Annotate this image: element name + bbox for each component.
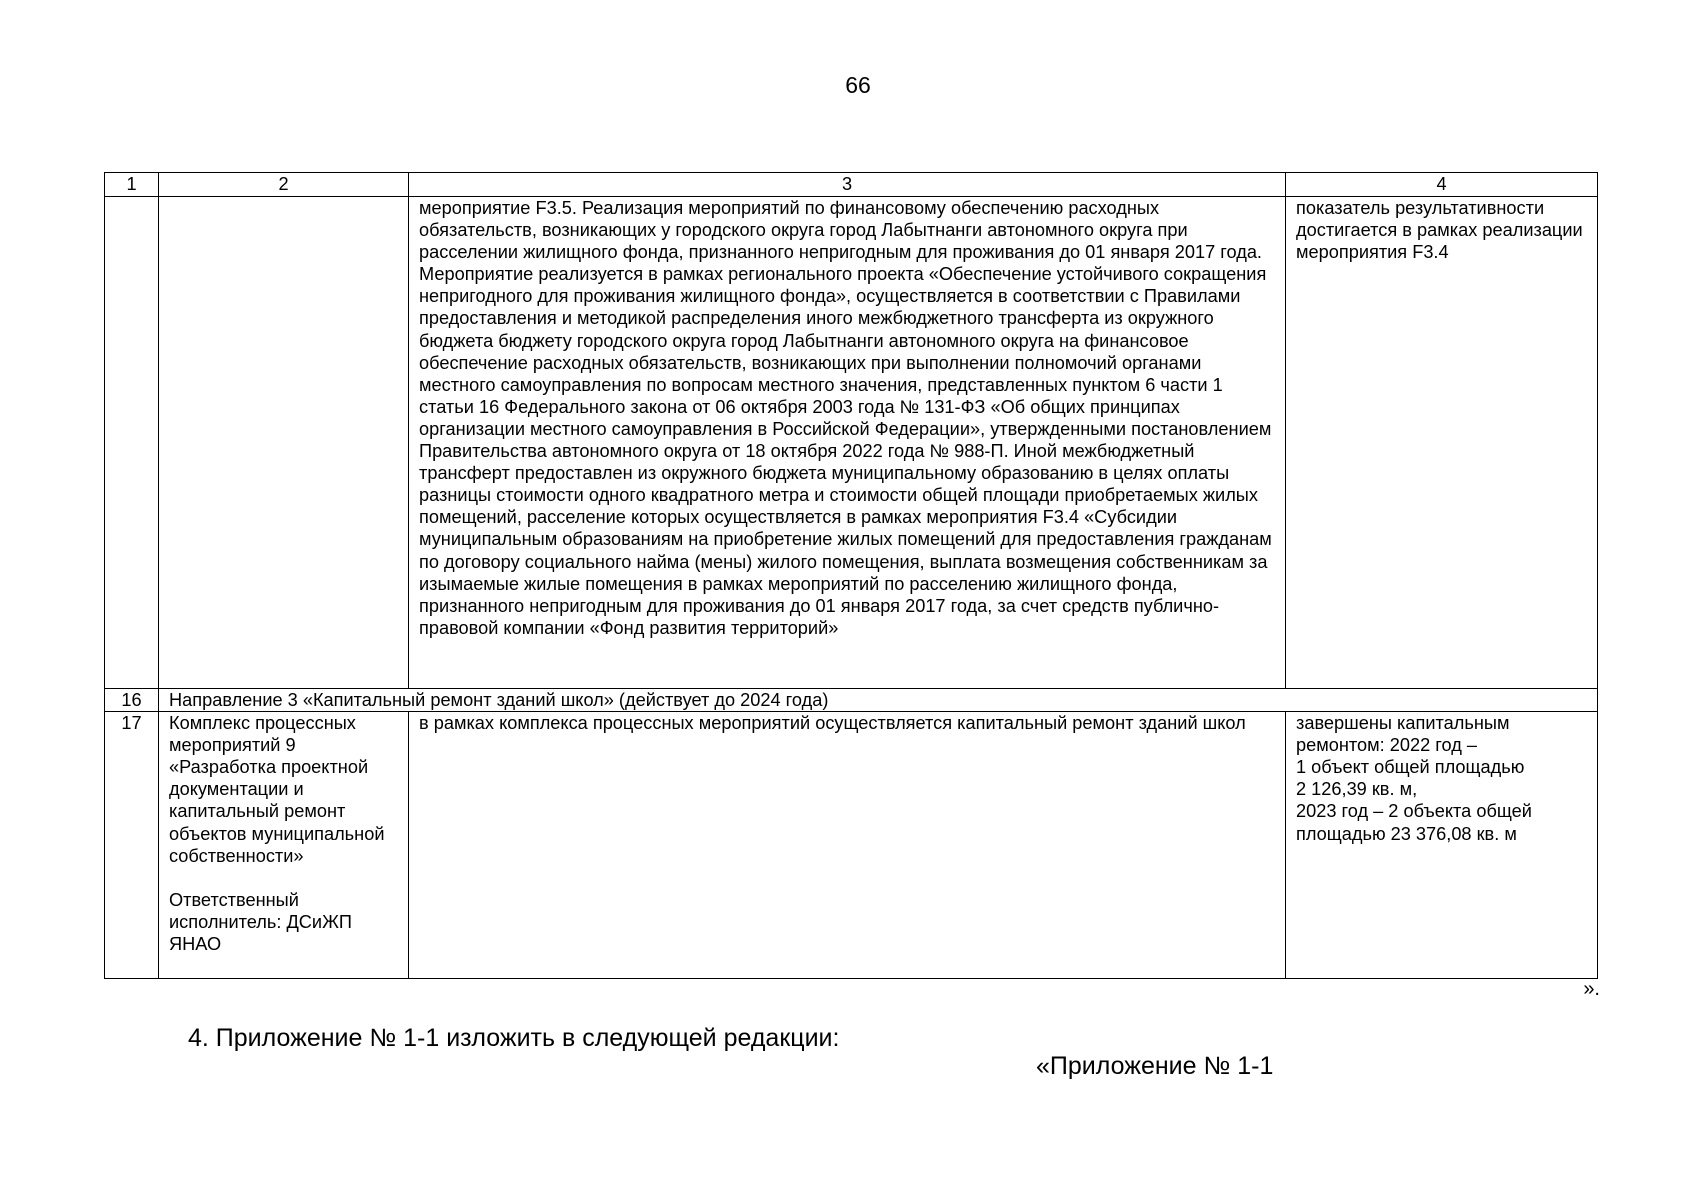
closing-quote-mark: ». xyxy=(1583,978,1600,1000)
document-table xyxy=(104,172,1598,979)
row-number-cell: 17 xyxy=(105,712,159,979)
table-row xyxy=(105,689,1598,712)
header-cell-3: 3 xyxy=(409,173,1286,197)
row-number-cell: 16 xyxy=(105,689,159,712)
header-cell-4: 4 xyxy=(1286,173,1598,197)
description-text: мероприятие F3.5. Реализация мероприятий по финансовому обеспечению расходных обязательств, возникающих у городского округа город Лабытнанги автономного округа при расселении жилищного фонда, признанного непригодным для проживания до 01 января 2017 года. Мероприятие реализуется в рамках регионального проекта «Обеспечение устойчивого сокращения непригодного для проживания жилищного фонда», осуществляется в соответствии с Правилами предоставления и методикой распределения иного межбюджетного трансферта из окружного бюджета бюджету городского округа город Лабытнанги автономного округа на финансовое обеспечение расходных обязательств, возникающих при выполнении полномочий органами местного самоуправления по вопросам местного значения, представленных пунктом 6 части 1 статьи 16 Федерального закона от 06 октября 2003 года № 131-ФЗ «Об общих принципах организации местного самоуправления в Российской Федерации», утвержденными постановлением Правительства автономного округа от 18 октября 2022 года № 988-П. Иной межбюджетный трансферт предоставлен из окружного бюджета муниципальному образованию в целях оплаты разницы стоимости одного квадратного метра и стоимости общей площади приобретаемых жилых помещений, расселение которых осуществляется в рамках мероприятия F3.4 «Субсидии муниципальным образованиям на приобретение жилых помещений для предоставления гражданам по договору социального найма (мены) жилого помещения, выплата возмещения собственникам за изымаемые жилые помещения в рамках мероприятий по расселению жилищного фонда, признанного непригодным для проживания до 01 января 2017 года, за счет средств публично-правовой компании «Фонд развития территорий» xyxy=(419,198,1272,638)
table-row xyxy=(105,197,1598,689)
table-row xyxy=(105,712,1598,979)
section-heading-cell: Направление 3 «Капитальный ремонт зданий школ» (действует до 2024 года) xyxy=(159,689,1598,712)
appendix-title: «Приложение № 1-1 xyxy=(1036,1052,1274,1080)
amendment-item-text: 4. Приложение № 1-1 изложить в следующей редакции: xyxy=(188,1024,840,1052)
result-cell: показатель результативности достигается в рамках реализации мероприятия F3.4 xyxy=(1286,197,1598,689)
description-cell: в рамках комплекса процессных мероприятий осуществляется капитальный ремонт зданий школ xyxy=(409,712,1286,979)
result-cell: завершены капитальным ремонтом: 2022 год – 1 объект общей площадью 2 126,39 кв. м, 2023 год – 2 объекта общей площадью 23 376,08 кв. м xyxy=(1286,712,1598,979)
table-header-row xyxy=(105,173,1598,197)
page-number: 66 xyxy=(845,72,871,98)
header-cell-2: 2 xyxy=(159,173,409,197)
row-number-cell xyxy=(105,197,159,689)
header-cell-1: 1 xyxy=(105,173,159,197)
name-cell xyxy=(159,197,409,689)
name-cell: Комплекс процессных мероприятий 9 «Разработка проектной документации и капитальный ремонт объектов муниципальной собственности» Ответственный исполнитель: ДСиЖП ЯНАО xyxy=(159,712,409,979)
description-cell xyxy=(409,197,1286,689)
